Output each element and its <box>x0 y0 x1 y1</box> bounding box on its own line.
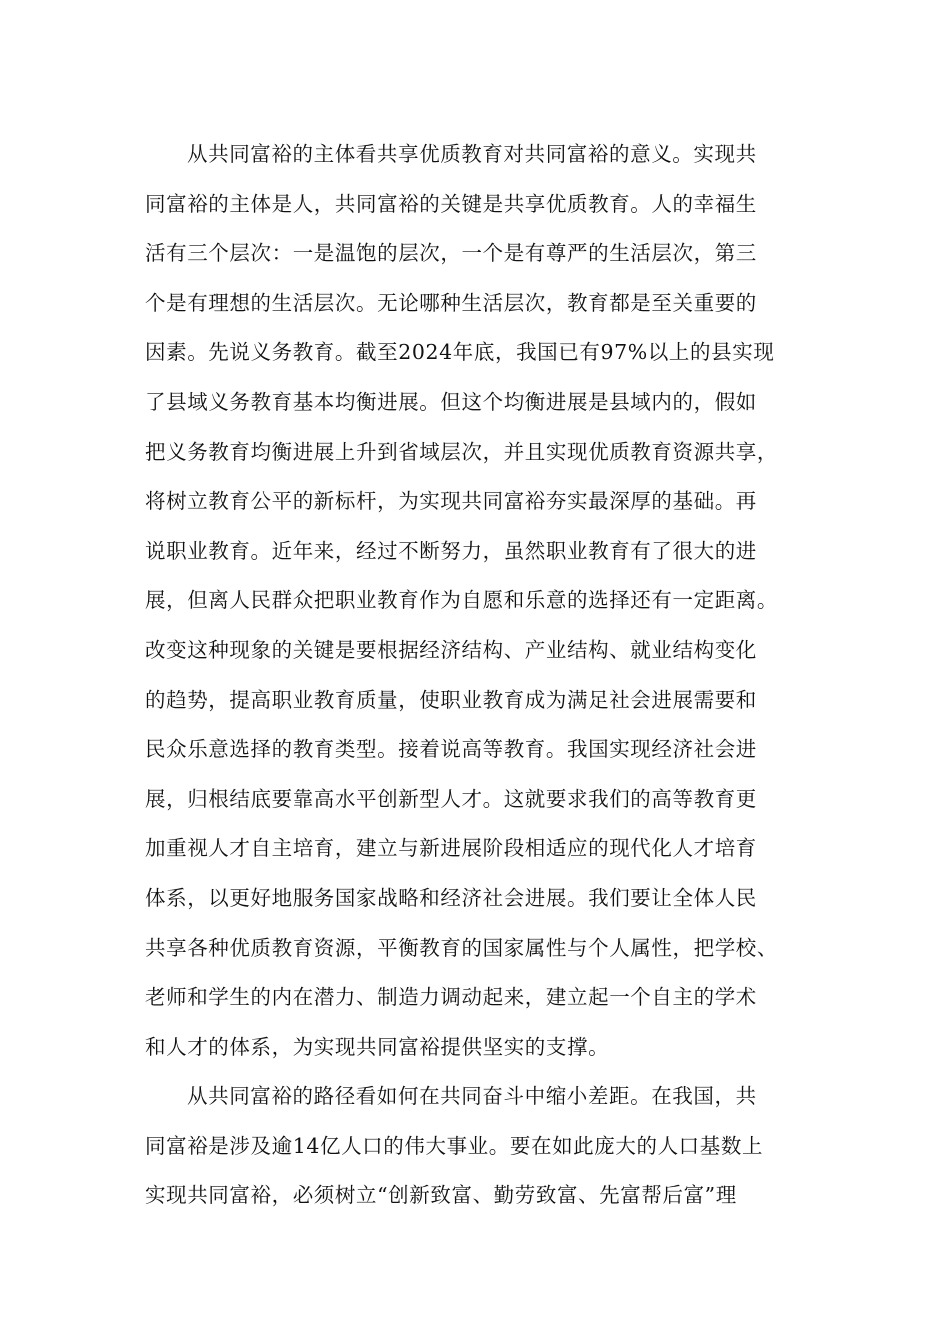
text-line: 活有三个层次：一是温饱的层次，一个是有尊严的生活层次，第三 <box>145 241 757 266</box>
text-line: 从共同富裕的路径看如何在共同奋斗中缩小差距。在我国，共 <box>187 1084 757 1109</box>
text-line: 民众乐意选择的教育类型。接着说高等教育。我国实现经济社会进 <box>145 737 757 762</box>
text-line: 把义务教育均衡进展上升到省域层次，并且实现优质教育资源共享， <box>145 439 778 464</box>
text-line: 因素。先说义务教育。截至2024年底，我国已有97%以上的县实现 <box>145 340 775 365</box>
text-line: 说职业教育。近年来，经过不断努力，虽然职业教育有了很大的进 <box>145 538 757 563</box>
text-line: 和人才的体系，为实现共同富裕提供坚实的支撑。 <box>145 1034 610 1059</box>
text-line: 了县域义务教育基本均衡进展。但这个均衡进展是县域内的，假如 <box>145 389 757 414</box>
text-line: 从共同富裕的主体看共享优质教育对共同富裕的意义。实现共 <box>187 142 757 166</box>
text-line: 实现共同富裕，必须树立“创新致富、勤劳致富、先富帮后富”理 <box>145 1183 737 1208</box>
text-line: 老师和学生的内在潜力、制造力调动起来，建立起一个自主的学术 <box>145 985 757 1010</box>
text-line: 体系，以更好地服务国家战略和经济社会进展。我们要让全体人民 <box>145 885 757 910</box>
text-line: 共享各种优质教育资源，平衡教育的国家属性与个人属性，把学校、 <box>145 935 778 960</box>
paragraph-2 <box>145 1072 815 1221</box>
text-line: 改变这种现象的关键是要根据经济结构、产业结构、就业结构变化 <box>145 637 757 662</box>
text-line: 展，但离人民群众把职业教育作为自愿和乐意的选择还有一定距离。 <box>145 588 778 613</box>
text-line: 加重视人才自主培育，建立与新进展阶段相适应的现代化人才培育 <box>145 836 757 861</box>
text-line: 展，归根结底要靠高水平创新型人才。这就要求我们的高等教育更 <box>145 786 757 811</box>
text-line: 个是有理想的生活层次。无论哪种生活层次，教育都是至关重要的 <box>145 290 757 315</box>
body-text <box>145 130 815 1221</box>
text-line: 将树立教育公平的新标杆，为实现共同富裕夯实最深厚的基础。再 <box>145 489 757 514</box>
paragraph-1 <box>145 130 815 1072</box>
text-line: 同富裕是涉及逾14亿人口的伟大事业。要在如此庞大的人口基数上 <box>145 1133 764 1158</box>
text-line: 同富裕的主体是人，共同富裕的关键是共享优质教育。人的幸福生 <box>145 191 757 216</box>
text-line: 的趋势，提高职业教育质量，使职业教育成为满足社会进展需要和 <box>145 687 757 712</box>
